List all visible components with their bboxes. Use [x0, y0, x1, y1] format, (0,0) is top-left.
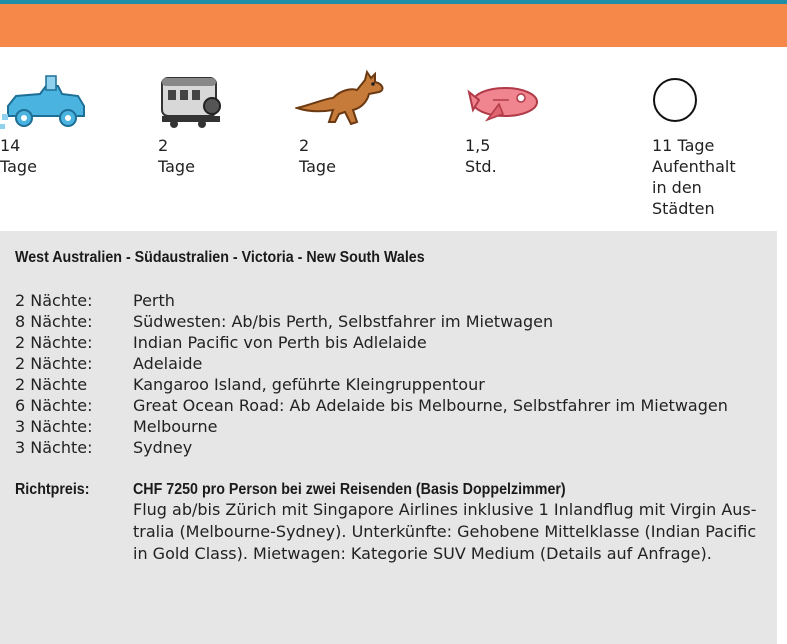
stop-nights: 3 Nächte: — [15, 438, 93, 457]
itinerary-list — [15, 290, 728, 458]
list-item — [15, 332, 728, 353]
train-icon — [160, 74, 224, 130]
list-item — [15, 290, 728, 311]
stop-nights: 8 Nächte: — [15, 312, 93, 331]
stop-place: Adelaide — [133, 354, 203, 373]
list-item — [15, 437, 728, 458]
itinerary-panel — [0, 231, 777, 644]
stop-nights: 2 Nächte — [15, 375, 88, 394]
stop-place: Indian Pacific von Perth bis Adlelaide — [133, 333, 427, 352]
trip-stat-label: 2 Tage — [158, 136, 195, 176]
stop-place: Melbourne — [133, 417, 218, 436]
trip-stat-label: 11 Tage Aufenthalt in den Städten — [652, 136, 736, 218]
circle-icon — [652, 76, 700, 124]
stop-nights: 2 Nächte: — [15, 333, 93, 352]
trip-stat-label: 14 Tage — [0, 136, 37, 176]
price-details: Flug ab/bis Zürich mit Singapore Airlines inklusive 1 Inlandflug mit Virgin Aus- tralia (Melbourne-Sydney). Unterkünfte: Gehobene Mittelklasse (Indian Pacific in Gold Class). Mietwagen: Kategorie SUV Medium (Details auf Anfrage). — [133, 500, 757, 563]
stop-nights: 2 Nächte: — [15, 354, 93, 373]
stop-place: Sydney — [133, 438, 193, 457]
price-headline: CHF 7250 pro Person bei zwei Reisenden (Basis Doppelzimmer) — [133, 481, 566, 498]
list-item — [15, 374, 728, 395]
stop-place: Great Ocean Road: Ab Adelaide bis Melbourne, Selbstfahrer im Mietwagen — [133, 396, 728, 415]
list-item — [15, 395, 728, 416]
trip-stat-label: 1,5 Std. — [465, 136, 497, 176]
stop-nights: 3 Nächte: — [15, 417, 93, 436]
list-item — [15, 311, 728, 332]
trip-stats-row — [0, 60, 787, 230]
list-item — [15, 353, 728, 374]
stop-place: Südwesten: Ab/bis Perth, Selbstfahrer im Mietwagen — [133, 312, 554, 331]
kangaroo-icon — [295, 68, 387, 130]
list-item — [15, 416, 728, 437]
stop-nights: 6 Nächte: — [15, 396, 93, 415]
trip-stat-label: 2 Tage — [299, 136, 336, 176]
stop-place: Perth — [133, 291, 175, 310]
stop-place: Kangaroo Island, geführte Kleingruppentour — [133, 375, 485, 394]
header-banner — [0, 4, 787, 47]
stop-nights: 2 Nächte: — [15, 291, 93, 310]
price-label: Richtpreis: — [15, 481, 90, 498]
airplane-icon — [465, 74, 541, 130]
car-icon — [0, 72, 90, 132]
itinerary-title: West Australien - Südaustralien - Victoria - New South Wales — [15, 249, 425, 266]
